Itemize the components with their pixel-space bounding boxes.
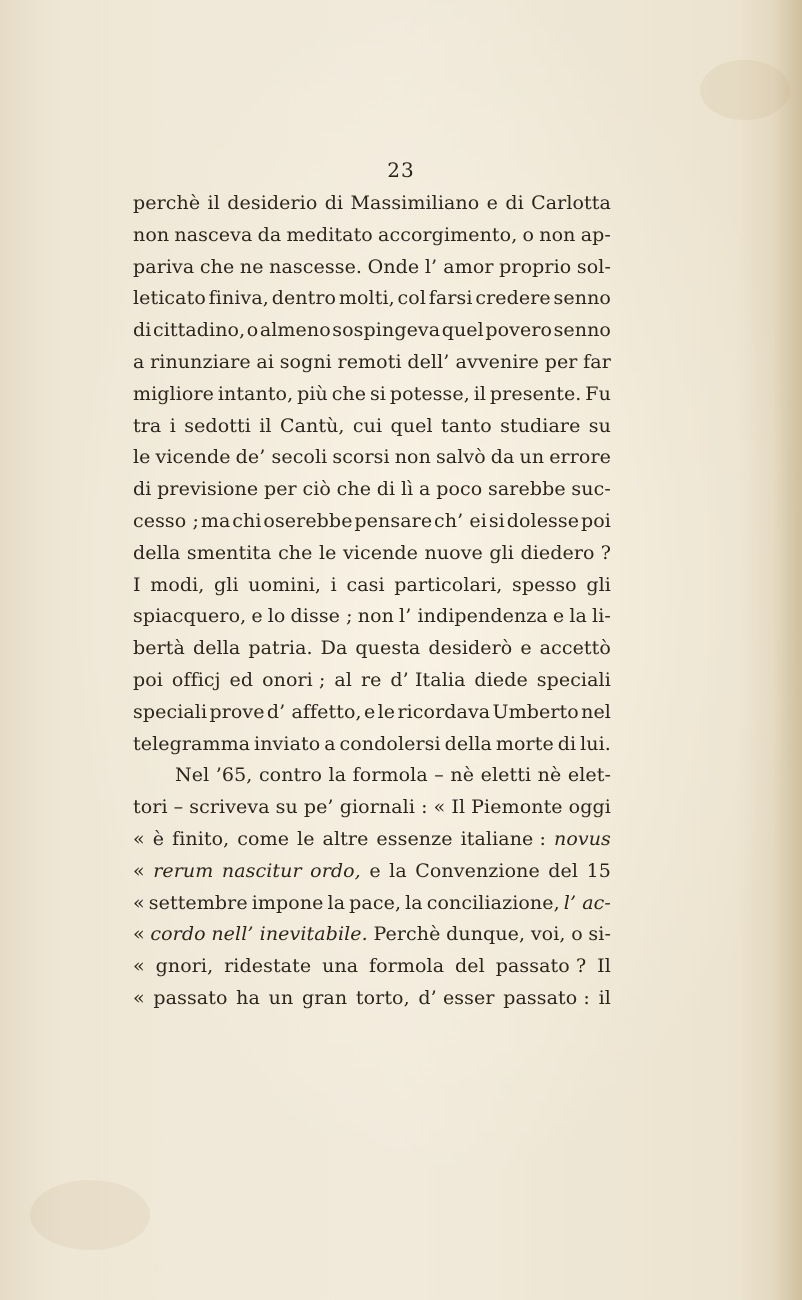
- word: lui.: [580, 732, 611, 755]
- word: pe’ giornali :: [303, 796, 428, 819]
- word: 15: [586, 859, 611, 882]
- word: o: [571, 923, 583, 946]
- word: accorgimento,: [378, 223, 518, 246]
- word: nascitur: [221, 859, 302, 882]
- word: «: [133, 859, 145, 882]
- word: nè: [537, 764, 562, 787]
- word: e: [520, 637, 532, 660]
- word: un: [268, 986, 294, 1009]
- word: prove: [209, 700, 265, 723]
- word: nuove: [424, 541, 483, 564]
- text-line: [133, 733, 611, 765]
- text-line: [133, 287, 611, 319]
- word: su: [588, 414, 611, 437]
- word: Perchè: [373, 923, 441, 946]
- text-line: [133, 955, 611, 987]
- word: la: [405, 891, 423, 914]
- word: ap-: [580, 223, 611, 246]
- text-line: [133, 510, 611, 542]
- word: inviato: [254, 732, 321, 755]
- word: Da: [320, 637, 348, 660]
- word: Massimiliano: [350, 192, 480, 214]
- word: ma: [200, 509, 231, 532]
- word: suc-: [571, 478, 611, 501]
- word: Piemonte: [471, 796, 563, 819]
- text-line: [133, 860, 611, 892]
- word: sedotti: [184, 414, 251, 437]
- word: officj: [171, 668, 221, 691]
- word: a: [419, 478, 431, 501]
- word: cui: [352, 414, 383, 437]
- text-line: [133, 828, 611, 860]
- word: l’ amor: [424, 255, 494, 278]
- text-line: [133, 701, 611, 733]
- word: accettò: [539, 637, 611, 660]
- word: si: [488, 509, 505, 532]
- text-line: [133, 192, 611, 224]
- text-line: [133, 605, 611, 637]
- word: la: [328, 764, 347, 787]
- word: spesso: [512, 573, 577, 596]
- word: Umberto: [492, 700, 579, 723]
- word: senno: [553, 319, 611, 342]
- paper-stain: [700, 60, 790, 120]
- word: far: [583, 350, 611, 373]
- word: rinunziare: [150, 350, 251, 373]
- word: a: [324, 732, 336, 755]
- word: Il: [451, 796, 466, 819]
- word: del: [548, 859, 579, 882]
- word: torto,: [355, 986, 410, 1009]
- word: del: [455, 955, 485, 978]
- word: formola: [352, 764, 428, 787]
- word: che: [199, 255, 235, 278]
- paper-stain: [30, 1180, 150, 1250]
- word: telegramma: [133, 732, 251, 755]
- word: vicende: [155, 446, 231, 469]
- text-line: [133, 764, 611, 796]
- word: Nel: [175, 764, 210, 787]
- word: –: [434, 764, 444, 787]
- word: più: [297, 382, 328, 405]
- word: non: [133, 223, 170, 246]
- word: migliore: [133, 382, 214, 405]
- word: sarebbe: [488, 478, 566, 501]
- word: di: [324, 192, 344, 214]
- word: le: [377, 700, 396, 723]
- word: quel: [441, 319, 484, 342]
- word: formola: [369, 955, 445, 978]
- word: cesso ;: [133, 509, 199, 532]
- word: –: [173, 796, 184, 819]
- word: sospingeva: [332, 319, 441, 342]
- word: ridestate: [224, 955, 312, 978]
- word: poi: [133, 668, 163, 691]
- word: «: [133, 891, 145, 914]
- word: dolesse: [506, 509, 580, 532]
- text-line: [133, 637, 611, 669]
- word: Fu: [585, 382, 611, 405]
- word: a: [133, 350, 145, 373]
- word: la: [327, 891, 346, 914]
- word: contro: [258, 764, 323, 787]
- word: passato :: [503, 986, 590, 1009]
- word: nascesse.: [269, 255, 363, 278]
- word: «: [133, 955, 145, 978]
- word: i: [330, 573, 337, 596]
- word: bertà: [133, 637, 185, 660]
- word: li-: [592, 605, 611, 628]
- word: Convenzione: [415, 859, 540, 882]
- word: Carlotta: [531, 192, 611, 214]
- word: disse ;: [290, 605, 353, 628]
- word: «: [433, 796, 446, 819]
- word: pariva: [133, 255, 195, 278]
- word: novus: [554, 827, 611, 850]
- word: almeno: [259, 319, 331, 342]
- text-line: [133, 669, 611, 701]
- text-line: [133, 542, 611, 574]
- word: e: [251, 605, 263, 628]
- word: Il: [597, 955, 611, 978]
- word: condolersi: [339, 732, 441, 755]
- text-line: [133, 319, 611, 351]
- word: dunque,: [446, 923, 526, 946]
- word: de’ secoli: [235, 446, 328, 469]
- word: voi,: [530, 923, 566, 946]
- word: morte: [495, 732, 554, 755]
- word: re: [360, 668, 382, 691]
- word: della: [444, 732, 492, 755]
- word: ordo,: [310, 859, 361, 882]
- word: finiva,: [208, 287, 269, 310]
- word: nè: [450, 764, 475, 787]
- word: nel: [581, 700, 611, 723]
- word: vicende: [342, 541, 419, 564]
- word: eletti: [480, 764, 532, 787]
- word: cordo: [150, 923, 206, 946]
- word: uomini,: [248, 573, 322, 596]
- word: casi: [346, 573, 385, 596]
- word: essenze: [376, 827, 453, 850]
- word: ai: [256, 350, 275, 373]
- word: per: [544, 350, 578, 373]
- text-line: [133, 224, 611, 256]
- word: studiare: [500, 414, 581, 437]
- word: particolari,: [394, 573, 503, 596]
- word: meditato: [286, 223, 373, 246]
- word: oggi: [568, 796, 611, 819]
- word: ed: [229, 668, 254, 691]
- word: gran: [301, 986, 348, 1009]
- word: povero: [485, 319, 553, 342]
- word: pensare: [354, 509, 433, 532]
- word: desiderio: [227, 192, 318, 214]
- word: d’ Italia: [390, 668, 466, 691]
- word: patria.: [248, 637, 313, 660]
- page-number: 23: [387, 158, 415, 182]
- word: diedero ?: [520, 541, 611, 564]
- text-line: [133, 478, 611, 510]
- word: cittadino,: [152, 319, 246, 342]
- word: Cantù,: [279, 414, 345, 437]
- word: Onde: [367, 255, 420, 278]
- word: ch’ ei: [434, 509, 487, 532]
- word: errore: [549, 446, 611, 469]
- word: intanto,: [217, 382, 294, 405]
- word: si: [369, 382, 386, 405]
- word: gli: [489, 541, 514, 564]
- word: della: [133, 541, 181, 564]
- word: non: [539, 223, 576, 246]
- word: dell’ avvenire: [407, 350, 540, 373]
- word: il: [473, 382, 487, 405]
- word: pace,: [349, 891, 402, 914]
- word: tanto: [440, 414, 492, 437]
- word: di: [133, 319, 152, 342]
- word: «: [133, 923, 145, 946]
- word: leticato: [133, 287, 206, 310]
- word: o: [246, 319, 259, 342]
- word: conciliazione,: [426, 891, 560, 914]
- word: le: [133, 446, 151, 469]
- word: poco: [436, 478, 483, 501]
- word: salvò: [435, 446, 486, 469]
- body-text: [133, 192, 611, 1019]
- word: perchè: [133, 192, 201, 214]
- word: ha: [236, 986, 260, 1009]
- word: o: [522, 223, 535, 246]
- word: questa: [355, 637, 421, 660]
- word: si-: [588, 923, 611, 946]
- word: lì: [400, 478, 414, 501]
- word: rerum: [153, 859, 214, 882]
- word: settembre: [148, 891, 248, 914]
- word: diede: [474, 668, 528, 691]
- word: potesse,: [389, 382, 470, 405]
- word: una: [322, 955, 359, 978]
- text-line: [133, 892, 611, 924]
- word: di: [133, 478, 152, 501]
- word: ricordava: [397, 700, 491, 723]
- text-line: [133, 415, 611, 447]
- word: che: [278, 541, 313, 564]
- word: e: [552, 605, 565, 628]
- word: nell’ inevitabile.: [211, 923, 368, 946]
- word: poi: [580, 509, 611, 532]
- word: il: [598, 986, 611, 1009]
- word: nasceva: [174, 223, 253, 246]
- word: remoti: [337, 350, 402, 373]
- word: su: [275, 796, 298, 819]
- word: la: [569, 605, 587, 628]
- word: tori: [133, 796, 168, 819]
- word: il: [259, 414, 272, 437]
- text-line: [133, 923, 611, 955]
- word: speciali: [133, 700, 208, 723]
- word: come: [237, 827, 290, 850]
- text-line: [133, 446, 611, 478]
- word: col: [397, 287, 427, 310]
- text-line: [133, 351, 611, 383]
- word: spiacquero,: [133, 605, 247, 628]
- word: ne: [239, 255, 264, 278]
- word: credere: [475, 287, 551, 310]
- text-line: [133, 256, 611, 288]
- word: scriveva: [189, 796, 270, 819]
- word: I: [133, 573, 141, 596]
- word: elet-: [567, 764, 611, 787]
- word: d’ esser: [418, 986, 495, 1009]
- word: «: [133, 986, 145, 1009]
- word: gli: [214, 573, 239, 596]
- word: gnori,: [155, 955, 214, 978]
- text-line: [133, 574, 611, 606]
- word: l’ ac-: [563, 891, 611, 914]
- word: da: [257, 223, 282, 246]
- word: proprio: [499, 255, 572, 278]
- text-line: [133, 987, 611, 1019]
- text-line: [133, 796, 611, 828]
- word: altre: [322, 827, 369, 850]
- word: di: [557, 732, 577, 755]
- word: senno: [553, 287, 611, 310]
- word: sol-: [576, 255, 611, 278]
- word: oserebbe: [263, 509, 353, 532]
- word: finito,: [172, 827, 230, 850]
- word: che: [331, 382, 367, 405]
- word: passato ?: [495, 955, 587, 978]
- word: le: [318, 541, 337, 564]
- word: sogni: [279, 350, 332, 373]
- word: desiderò: [428, 637, 513, 660]
- word: non: [357, 605, 394, 628]
- word: il: [207, 192, 220, 214]
- word: impone: [251, 891, 324, 914]
- word: modi,: [150, 573, 205, 596]
- word: di: [505, 192, 524, 214]
- word: i: [169, 414, 176, 437]
- word: e: [486, 192, 498, 214]
- word: di: [376, 478, 396, 501]
- word: «: [133, 827, 145, 850]
- word: d’ affetto,: [266, 700, 362, 723]
- word: per: [263, 478, 297, 501]
- word: presente.: [489, 382, 582, 405]
- word: dentro: [271, 287, 337, 310]
- word: al: [334, 668, 353, 691]
- word: previsione: [157, 478, 259, 501]
- word: ’65,: [215, 764, 253, 787]
- word: italiane :: [460, 827, 547, 850]
- word: è: [152, 827, 165, 850]
- word: la: [389, 859, 407, 882]
- word: della: [192, 637, 241, 660]
- word: ciò: [302, 478, 331, 501]
- word: chi: [232, 509, 262, 532]
- word: l’ indipendenza: [399, 605, 548, 628]
- word: non: [394, 446, 431, 469]
- word: da: [490, 446, 515, 469]
- text-line: [133, 383, 611, 415]
- word: lo: [267, 605, 286, 628]
- word: e: [363, 700, 376, 723]
- word: le: [297, 827, 315, 850]
- word: che: [336, 478, 372, 501]
- word: farsi: [428, 287, 473, 310]
- word: quel: [390, 414, 433, 437]
- word: speciali: [536, 668, 611, 691]
- word: gli: [586, 573, 611, 596]
- word: scorsi: [332, 446, 390, 469]
- word: tra: [133, 414, 162, 437]
- word: e: [369, 859, 381, 882]
- word: un: [519, 446, 545, 469]
- word: onori ;: [262, 668, 326, 691]
- word: smentita: [186, 541, 272, 564]
- word: passato: [153, 986, 228, 1009]
- word: molti,: [338, 287, 395, 310]
- page-edge-shadow: [774, 0, 802, 1300]
